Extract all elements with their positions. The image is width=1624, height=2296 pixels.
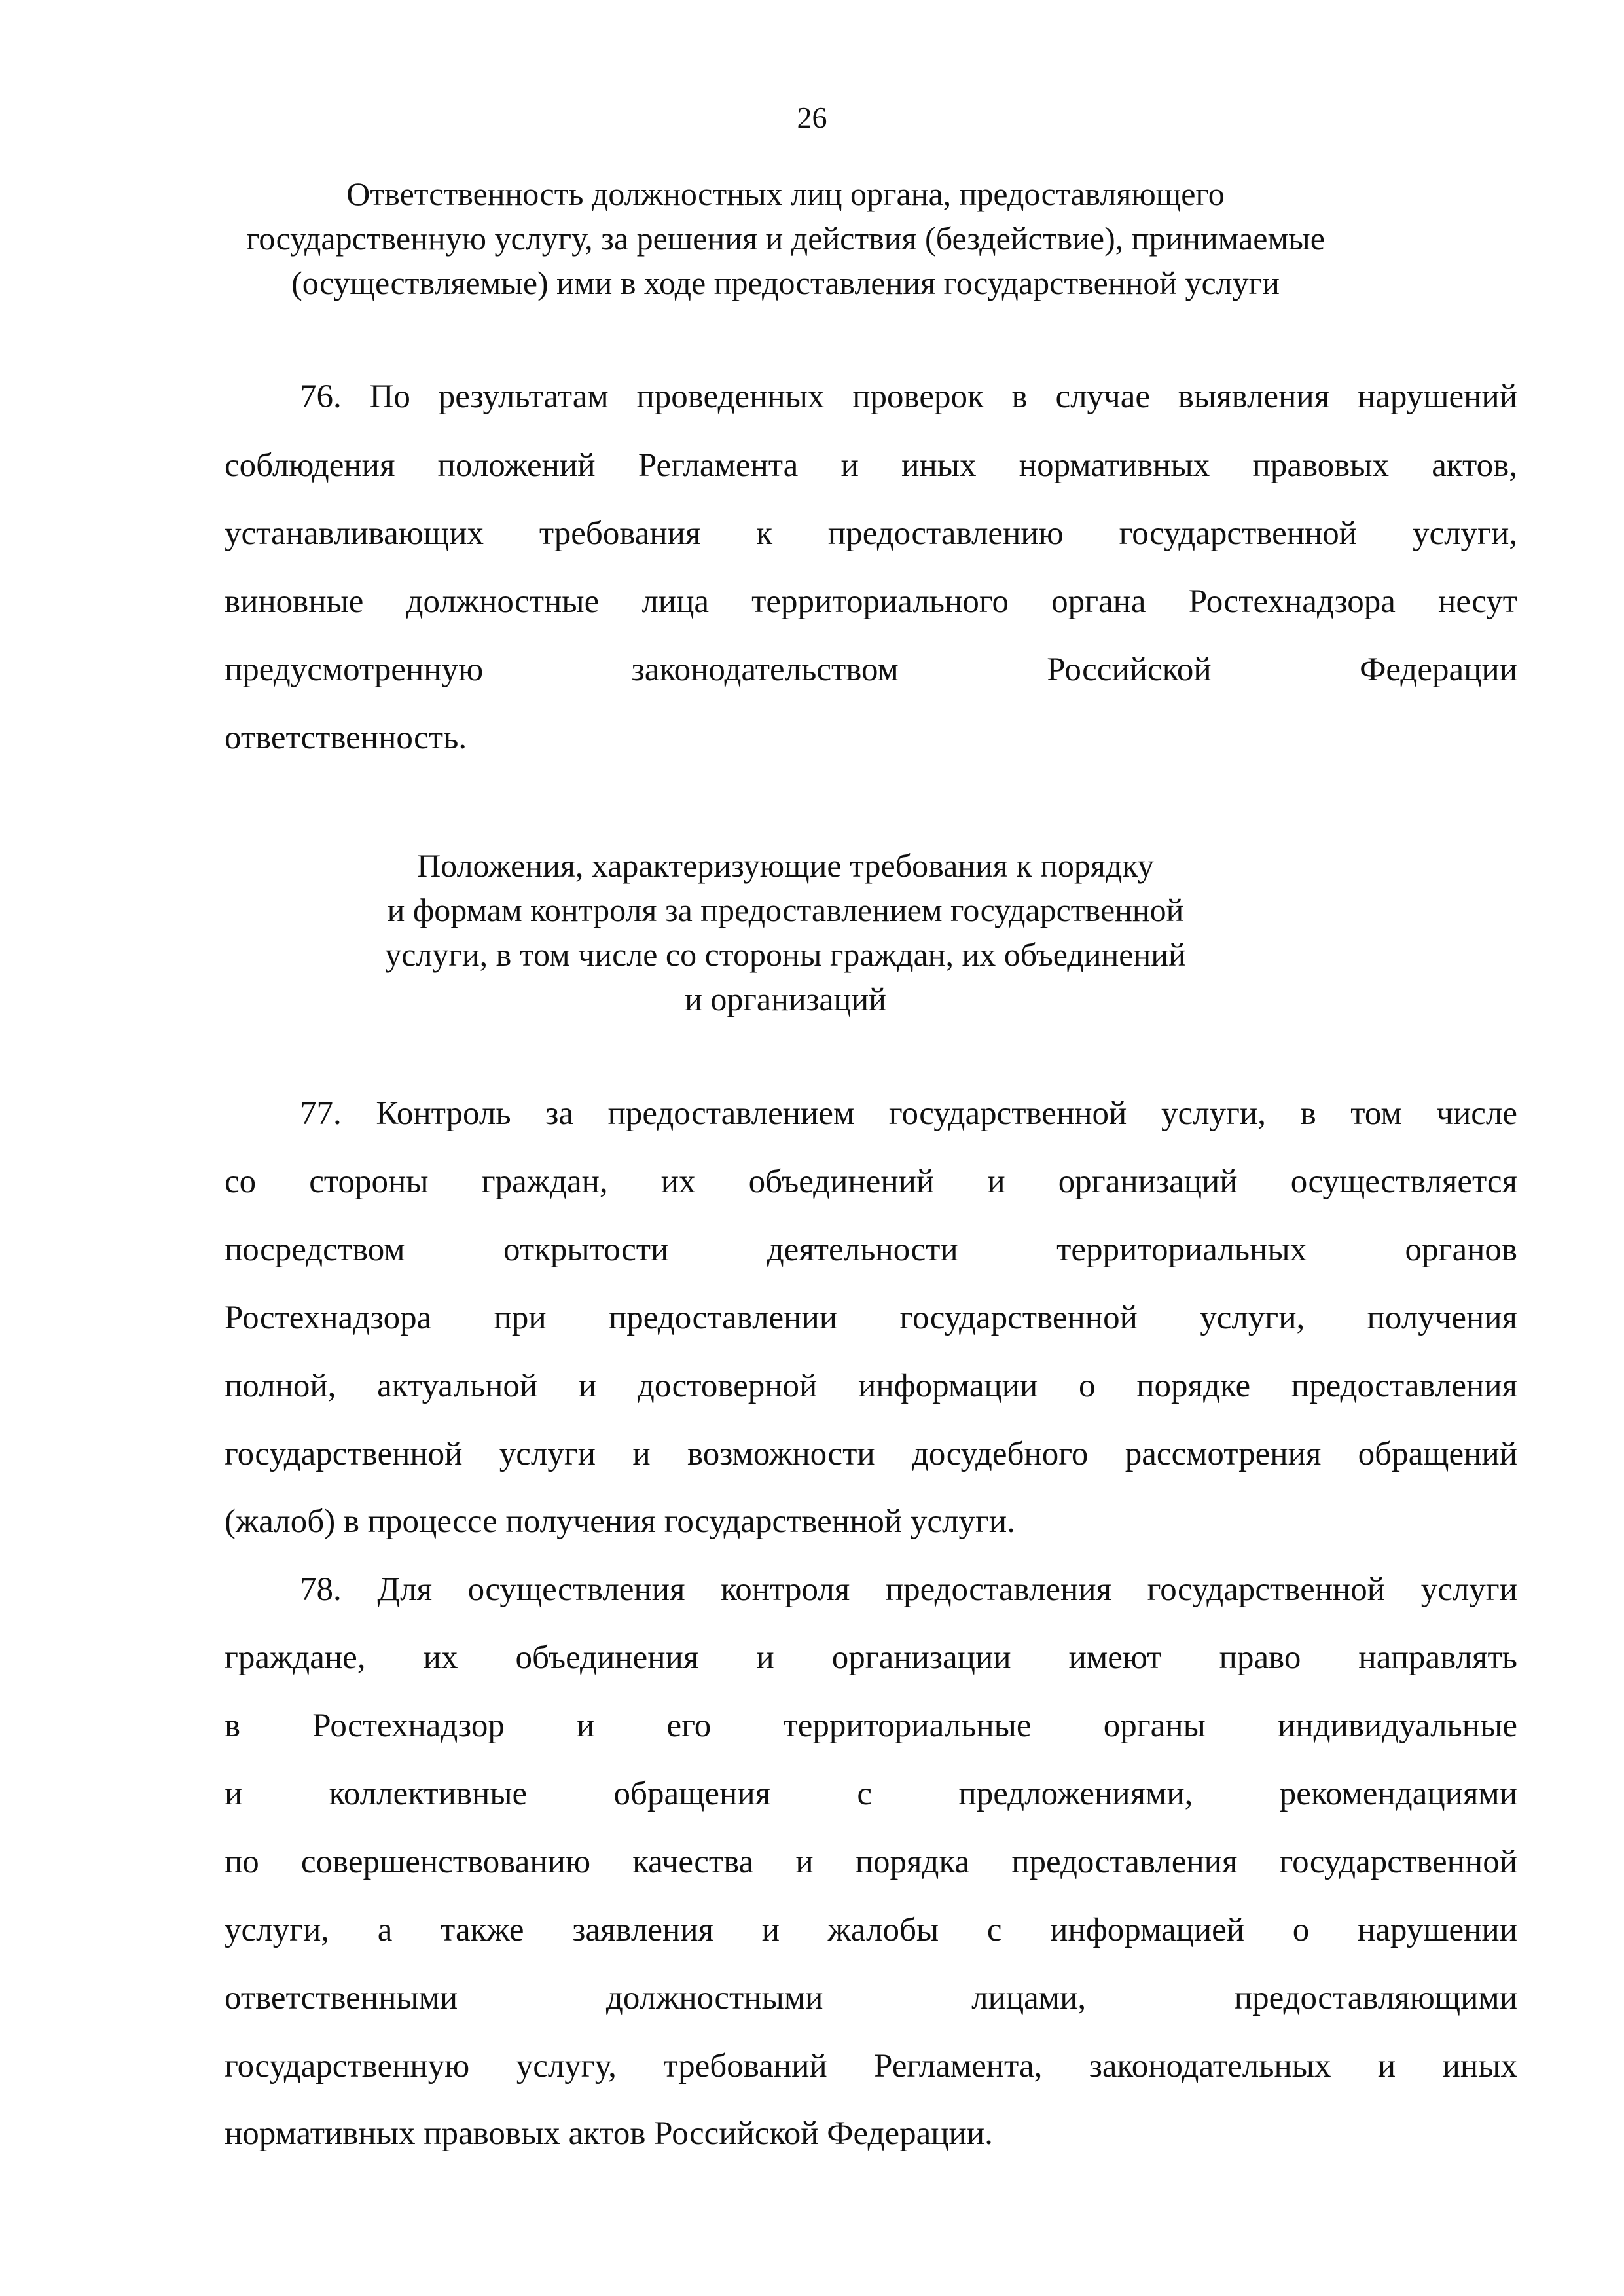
paragraph-line: полной, актуальной и достоверной информации о порядке предоставления <box>225 1368 1517 1404</box>
paragraph-line: виновные должностные лица территориального органа Ростехнадзора несут <box>225 583 1517 620</box>
heading-line: государственную услугу, за решения и действия (бездействие), принимаемые <box>246 220 1325 257</box>
paragraph-line: услуги, а также заявления и жалобы с информацией о нарушении <box>225 1912 1517 1948</box>
paragraph-line: государственной услуги и возможности досудебного рассмотрения обращений <box>225 1436 1517 1472</box>
paragraph-line: соблюдения положений Регламента и иных нормативных правовых актов, <box>225 447 1517 484</box>
section-heading <box>196 172 1375 305</box>
paragraph-line: граждане, их объединения и организации имеют право направлять <box>225 1639 1517 1676</box>
heading-line: и организаций <box>685 981 886 1017</box>
paragraph-line: посредством открытости деятельности территориальных органов <box>225 1231 1517 1268</box>
paragraph-line: и коллективные обращения с предложениями, рекомендациями <box>225 1776 1517 1812</box>
page-number: 26 <box>797 101 827 134</box>
heading-line: (осуществляемые) ими в ходе предоставления государственной услуги <box>291 264 1280 301</box>
paragraph-line: ответственность. <box>225 720 467 756</box>
paragraph-line: ответственными должностными лицами, предоставляющими <box>225 1980 1517 2016</box>
paragraph-line: нормативных правовых актов Российской Федерации. <box>225 2115 993 2152</box>
heading-line: услуги, в том числе со стороны граждан, их объединений <box>385 936 1186 973</box>
paragraph-line: Ростехнадзора при предоставлении государственной услуги, получения <box>225 1300 1517 1336</box>
paragraph-line: государственную услугу, требований Регламента, законодательных и иных <box>225 2048 1517 2085</box>
paragraph-line: (жалоб) в процессе получения государственной услуги. <box>225 1503 1015 1540</box>
paragraph-line: 76. По результатам проведенных проверок в случае выявления нарушений <box>300 378 1517 415</box>
section-heading <box>196 843 1375 1021</box>
paragraph-line: 78. Для осуществления контроля предоставления государственной услуги <box>300 1571 1517 1608</box>
paragraph-line: предусмотренную законодательством Российской Федерации <box>225 651 1517 688</box>
paragraph-line: 77. Контроль за предоставлением государственной услуги, в том числе <box>300 1095 1517 1132</box>
paragraph-line: устанавливающих требования к предоставлению государственной услуги, <box>225 515 1517 552</box>
heading-line: Ответственность должностных лиц органа, предоставляющего <box>346 175 1225 212</box>
heading-line: и формам контроля за предоставлением государственной <box>387 892 1184 928</box>
heading-line: Положения, характеризующие требования к порядку <box>417 847 1154 884</box>
paragraph-line: по совершенствованию качества и порядка предоставления государственной <box>225 1844 1517 1880</box>
paragraph-line: в Ростехнадзор и его территориальные органы индивидуальные <box>225 1707 1517 1744</box>
paragraph-line: со стороны граждан, их объединений и организаций осуществляется <box>225 1163 1517 1200</box>
